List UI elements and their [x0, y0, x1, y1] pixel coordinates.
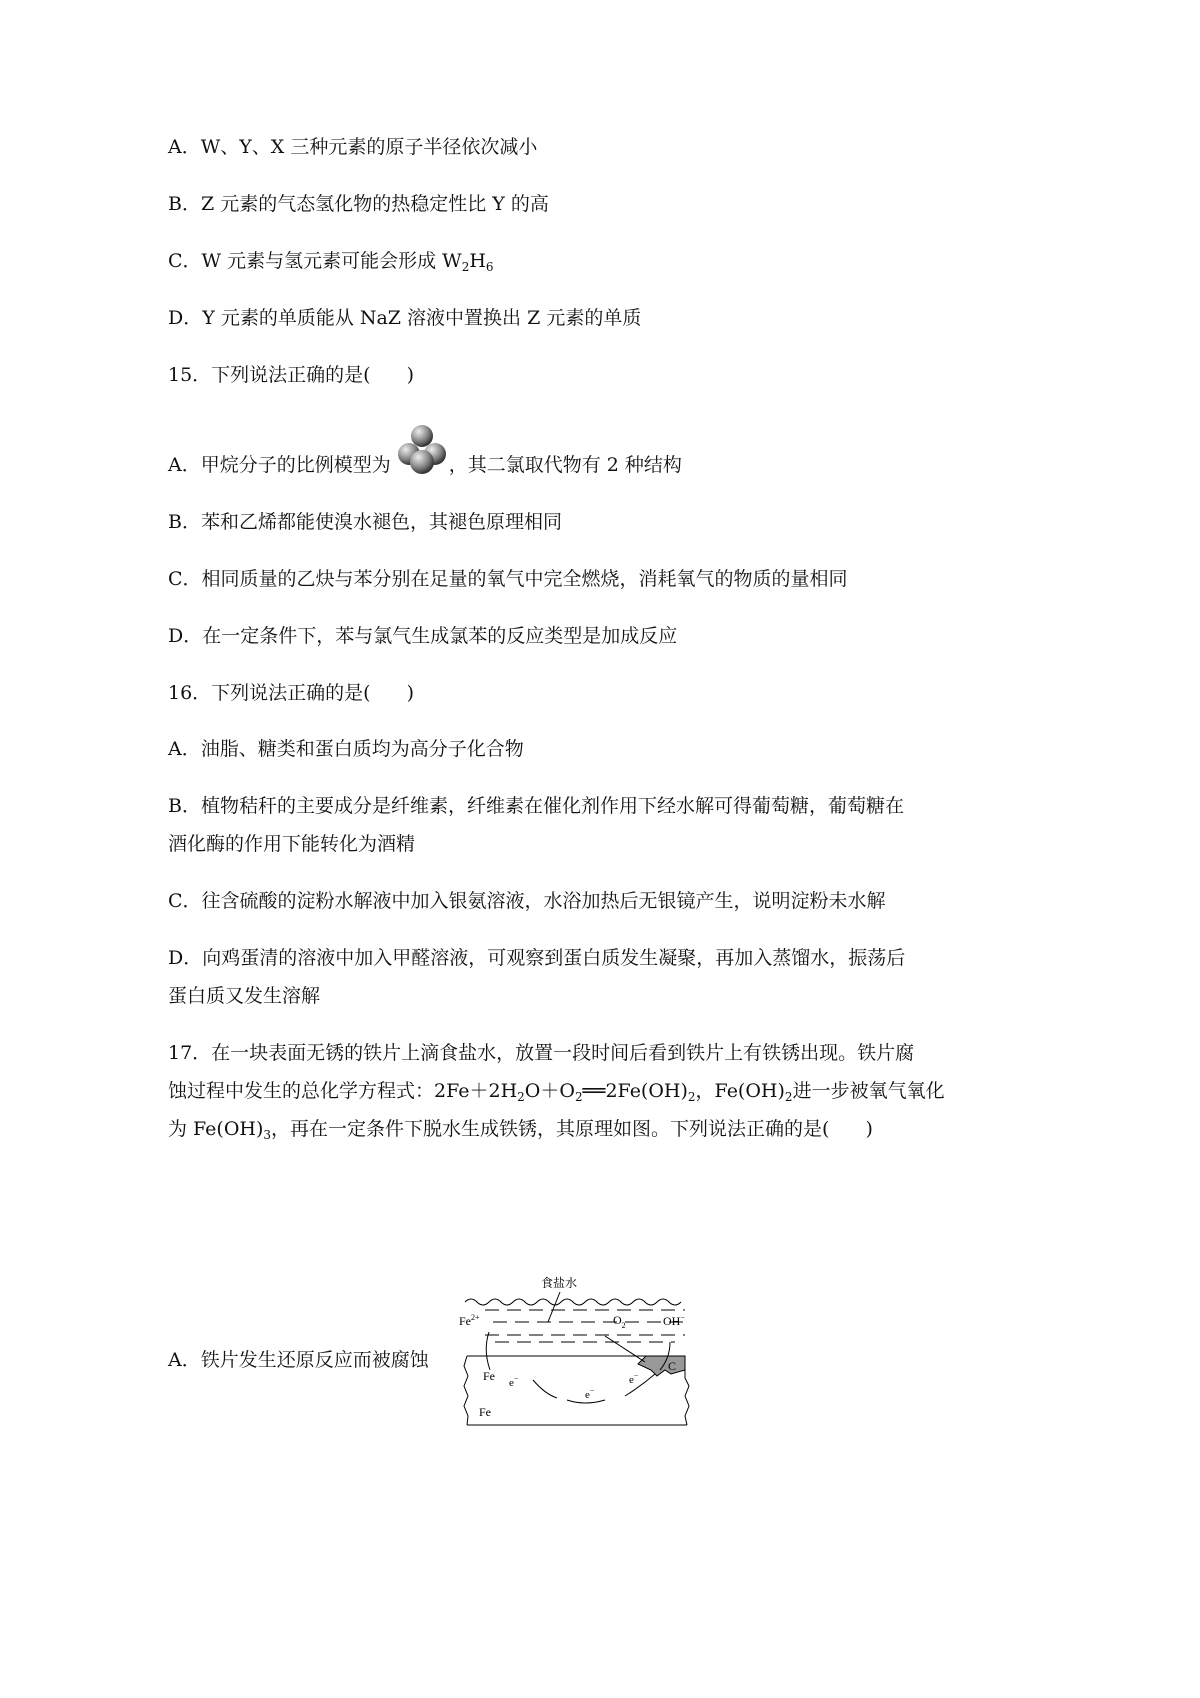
q15-option-d: D．在一定条件下，苯与氯气生成氯苯的反应类型是加成反应 [168, 625, 678, 647]
q16-option-d-line1: D．向鸡蛋清的溶液中加入甲醛溶液，可观察到蛋白质发生凝聚，再加入蒸馏水，振荡后 [168, 947, 906, 969]
q15-stem: 15．下列说法正确的是( ) [168, 364, 415, 386]
fe-surface-label: Fe [483, 1369, 495, 1383]
q17-option-a: A．铁片发生还原反应而被腐蚀 [168, 1349, 429, 1371]
q16-option-b-line2: 酒化酶的作用下能转化为酒精 [168, 833, 416, 855]
o2-label: $O_2$ [613, 1313, 626, 1330]
q15-option-a: A．甲烷分子的比例模型为 ，其二氯取代物有 2 种结构 [168, 454, 682, 476]
q14-option-d: D．Y 元素的单质能从 NaZ 溶液中置换出 Z 元素的单质 [168, 307, 642, 329]
q16-stem: 16．下列说法正确的是( ) [168, 682, 415, 704]
methane-model-image [398, 424, 446, 476]
electron-label: e− [509, 1374, 519, 1389]
q14-option-a: A．W、Y、X 三种元素的原子半径依次减小 [168, 136, 538, 158]
carbon-label: C [668, 1359, 677, 1373]
hydroxide-label: OH− [663, 1313, 685, 1328]
q14-option-c: C．W 元素与氢元素可能会形成 $W_2H_6$ [168, 250, 494, 274]
q15-option-b: B．苯和乙烯都能使溴水褪色，其褪色原理相同 [168, 511, 562, 533]
q15-option-c: C．相同质量的乙炔与苯分别在足量的氧气中完全燃烧，消耗氧气的物质的量相同 [168, 568, 848, 590]
q16-option-b-line1: B．植物秸秆的主要成分是纤维素，纤维素在催化剂作用下经水解可得葡萄糖，葡萄糖在 [168, 795, 904, 817]
electron-label: e− [629, 1371, 639, 1386]
q16-option-d-line2: 蛋白质又发生溶解 [168, 985, 321, 1007]
q17-stem-line1: 17．在一块表面无锈的铁片上滴食盐水，放置一段时间后看到铁片上有铁锈出现。铁片腐 [168, 1042, 915, 1064]
q17-stem-line3: 为 $Fe(OH)_3$，再在一定条件下脱水生成铁锈，其原理如图。下列说法正确的是( ) [168, 1118, 873, 1142]
q17-stem-line2: 蚀过程中发生的总化学方程式：$2Fe+2H_2O+O_2══2Fe(OH)_2$，$Fe(OH)_2$进一步被氧气氧化 [168, 1080, 945, 1104]
q16-option-a: A．油脂、糖类和蛋白质均为高分子化合物 [168, 738, 524, 760]
fe-bulk-label: Fe [479, 1405, 491, 1419]
corrosion-diagram [455, 1270, 715, 1440]
q14-option-b: B．Z 元素的气态氢化物的热稳定性比 Y 的高 [168, 193, 549, 215]
q16-option-c: C．往含硫酸的淀粉水解液中加入银氨溶液，水浴加热后无银镜产生，说明淀粉未水解 [168, 890, 886, 912]
brine-label: 食盐水 [541, 1276, 578, 1290]
fe2-ion-label: $Fe^{2+}$ [459, 1313, 480, 1328]
electron-label: e− [585, 1386, 595, 1401]
